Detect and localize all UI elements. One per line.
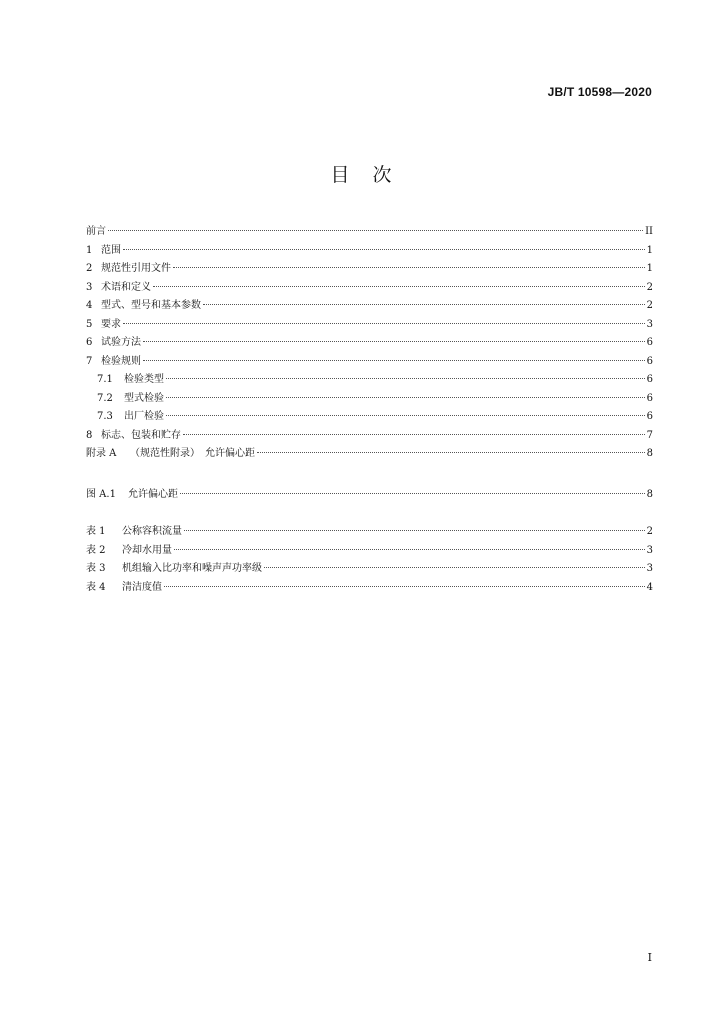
toc-entry-page: 8 — [646, 489, 653, 500]
toc-entry-label: 前言 — [86, 226, 106, 237]
toc-entry-number: 4 — [86, 300, 93, 311]
toc-entry-page: 3 — [646, 544, 653, 556]
toc-entry-label: 检验类型 — [124, 374, 164, 385]
toc-entry-5[interactable] — [86, 316, 653, 335]
toc-entry-label: 出厂检验 — [124, 411, 164, 422]
toc-entry-table-2[interactable] — [86, 542, 653, 561]
toc-entry-page: 1 — [646, 244, 653, 256]
toc-entry-page: 6 — [646, 337, 653, 348]
toc-entry-7-1[interactable] — [86, 371, 653, 390]
toc-leader-dots — [173, 267, 645, 268]
toc-entry-number: 表 4 — [86, 581, 106, 593]
toc-entry-page: 3 — [646, 318, 653, 330]
toc-leader-dots — [164, 586, 645, 587]
toc-entry-number: 附录 A — [86, 448, 117, 459]
toc-leader-dots — [203, 304, 645, 305]
toc-entry-label: 范围 — [101, 244, 121, 256]
toc-entry-label: 型式检验 — [124, 392, 164, 404]
toc-entry-page: 7 — [646, 429, 653, 441]
toc-entry-3[interactable] — [86, 279, 653, 298]
toc-figures-list — [86, 486, 653, 505]
toc-entry-page: 3 — [646, 563, 653, 574]
toc-entry-label: 标志、包装和贮存 — [101, 429, 181, 441]
toc-entry-page: 6 — [646, 411, 653, 422]
toc-entry-number: 7 — [86, 355, 93, 367]
toc-entry-page: 2 — [646, 300, 653, 311]
toc-entry-page: 2 — [646, 281, 653, 293]
toc-leader-dots — [183, 434, 645, 435]
toc-leader-dots — [166, 415, 645, 416]
page-title: 目 次 — [330, 164, 394, 186]
toc-leader-dots — [184, 530, 645, 531]
toc-entry-7-2[interactable] — [86, 390, 653, 409]
toc-entry-number: 3 — [86, 281, 93, 293]
toc-entry-table-4[interactable] — [86, 579, 653, 598]
toc-entry-7[interactable] — [86, 353, 653, 372]
toc-entry-number: 6 — [86, 337, 93, 348]
toc-leader-dots — [180, 493, 645, 494]
toc-entry-number: 表 1 — [86, 526, 106, 537]
toc-leader-dots — [264, 567, 645, 568]
page-number: I — [647, 951, 652, 964]
toc-entry-page: 2 — [646, 526, 653, 537]
toc-entry-8[interactable] — [86, 427, 653, 446]
toc-entry-1[interactable] — [86, 242, 653, 261]
toc-entry-page: 1 — [646, 263, 653, 274]
toc-leader-dots — [123, 249, 645, 250]
toc-entry-2[interactable] — [86, 260, 653, 279]
toc-entry-number: 1 — [86, 244, 93, 256]
toc-entry-label: 型式、型号和基本参数 — [101, 300, 201, 311]
toc-entry-page: II — [645, 226, 653, 237]
toc-leader-dots — [153, 286, 645, 287]
toc-leader-dots — [123, 323, 645, 324]
toc-entry-number: 5 — [86, 318, 93, 330]
toc-entry-label: 术语和定义 — [101, 281, 151, 293]
toc-entry-number: 表 3 — [86, 563, 106, 574]
toc-leader-dots — [143, 360, 645, 361]
toc-entry-number: 7.1 — [97, 374, 113, 385]
toc-tables-list — [86, 523, 653, 597]
toc-entry-label: 要求 — [101, 318, 121, 330]
toc-entry-table-3[interactable] — [86, 560, 653, 579]
toc-entry-label: 公称容积流量 — [122, 526, 182, 537]
toc-entry-label: 清洁度值 — [122, 581, 162, 593]
toc-entry-number: 2 — [86, 263, 93, 274]
toc-entry-number: 表 2 — [86, 544, 106, 556]
toc-leader-dots — [108, 230, 643, 231]
toc-entry-page: 6 — [646, 392, 653, 404]
toc-entry-label: 冷却水用量 — [122, 544, 172, 556]
toc-entry-6[interactable] — [86, 334, 653, 353]
toc-entry-label: 检验规则 — [101, 355, 141, 367]
toc-entry-page: 6 — [646, 374, 653, 385]
toc-entry-page: 4 — [646, 581, 653, 593]
toc-entry-page: 8 — [646, 448, 653, 459]
toc-main-list — [86, 223, 653, 464]
toc-entry-number: 8 — [86, 429, 93, 441]
toc-leader-dots — [257, 452, 645, 453]
toc-leader-dots — [166, 397, 645, 398]
toc-entry-label: （规范性附录） 允许偏心距 — [130, 448, 255, 459]
toc-entry-number: 7.3 — [97, 411, 113, 422]
toc-entry-label: 机组输入比功率和噪声声功率级 — [122, 563, 262, 574]
toc-leader-dots — [166, 378, 645, 379]
standard-number: JB/T 10598—2020 — [547, 85, 652, 99]
toc-entry-number: 图 A.1 — [86, 489, 116, 500]
toc-entry-label: 规范性引用文件 — [101, 263, 171, 274]
toc-entry-7-3[interactable] — [86, 408, 653, 427]
toc-entry-foreword[interactable] — [86, 223, 653, 242]
toc-leader-dots — [143, 341, 645, 342]
toc-entry-figure-a-1[interactable] — [86, 486, 653, 505]
toc-entry-page: 6 — [646, 355, 653, 367]
toc-entry-label: 允许偏心距 — [128, 489, 178, 500]
toc-entry-label: 试验方法 — [101, 337, 141, 348]
toc-entry-appendix-a[interactable] — [86, 445, 653, 464]
toc-entry-number: 7.2 — [97, 392, 113, 404]
toc-entry-4[interactable] — [86, 297, 653, 316]
toc-entry-table-1[interactable] — [86, 523, 653, 542]
toc-leader-dots — [174, 549, 645, 550]
